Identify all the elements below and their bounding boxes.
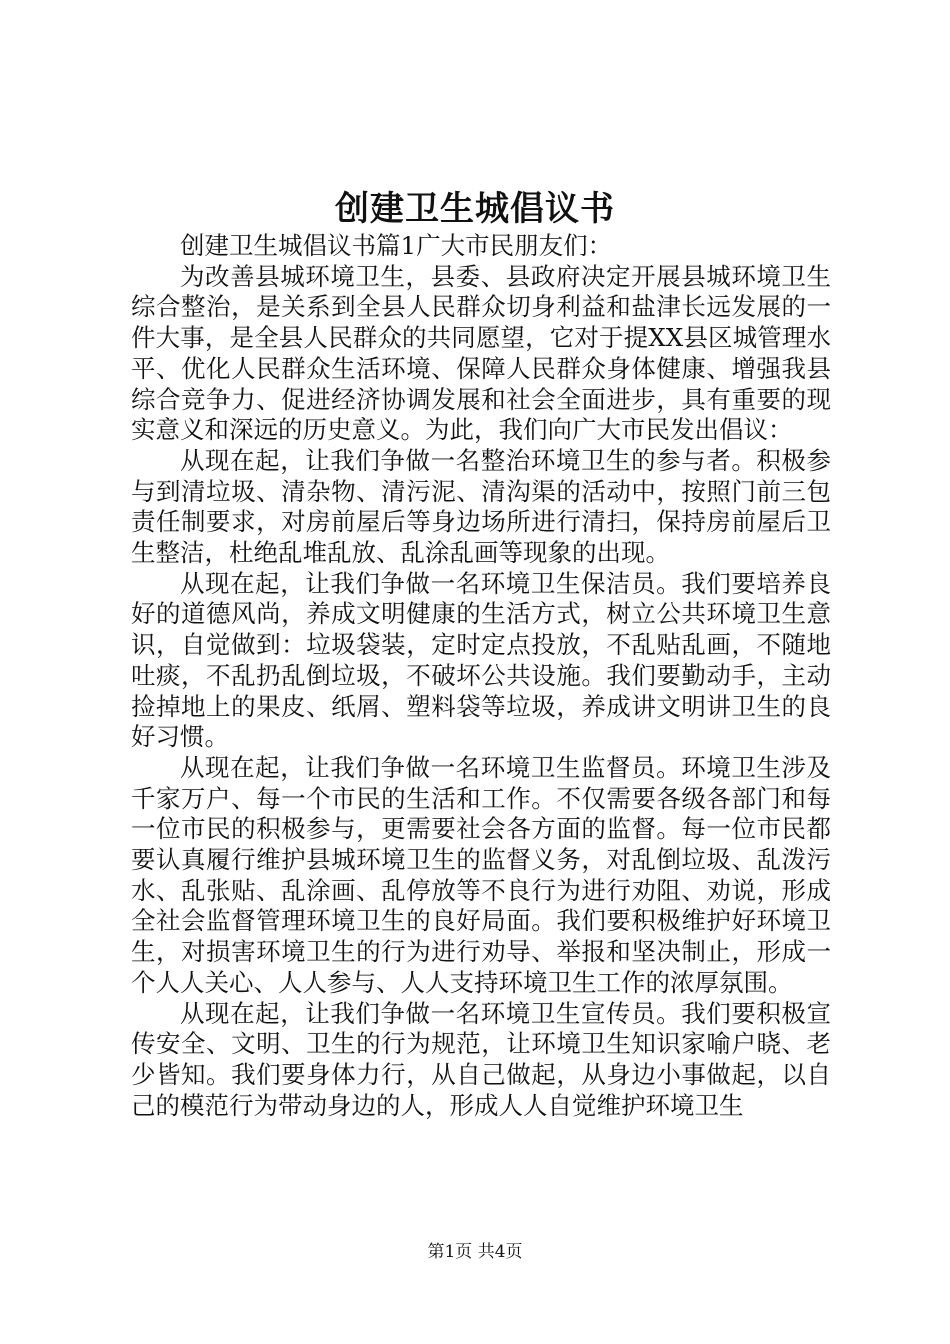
document-title: 创建卫生城倡议书: [335, 189, 615, 229]
supervisor-paragraph: 从现在起，让我们争做一名环境卫生监督员。环境卫生涉及千家万户、每一个市民的生活和工作。不仅需要各级各部门和每一位市民的积极参与，更需要社会各方面的监督。每一位市民都要认真履行维护县城环境卫生的监督义务，对乱倒垃圾、乱泼污水、乱张贴、乱涂画、乱停放等不良行为进行劝阻、劝说，形成全社会监督管理环境卫生的良好局面。我们要积极维护好环境卫生，对损害环境卫生的行为进行劝导、举报和坚决制止，形成一个人人关心、人人参与、人人支持环境卫生工作的浓厚氛围。: [131, 752, 831, 997]
document-body: [131, 231, 831, 1121]
intro-paragraph: 为改善县城环境卫生，县委、县政府决定开展县城环境卫生综合整治，是关系到全县人民群众切身利益和盐津长远发展的一件大事，是全县人民群众的共同愿望，它对于提XX县区城管理水平、优化人民群众生活环境、保障人民群众身体健康、增强我县综合竞争力、促进经济协调发展和社会全面进步，具有重要的现实意义和深远的历史意义。为此，我们向广大市民发出倡议：: [131, 261, 831, 445]
publicist-paragraph: 从现在起，让我们争做一名环境卫生宣传员。我们要积极宣传安全、文明、卫生的行为规范，让环境卫生知识家喻户晓、老少皆知。我们要身体力行，从自己做起，从身边小事做起，以自己的模范行为带动身边的人，形成人人自觉维护环境卫生: [131, 998, 831, 1120]
cleaner-paragraph: 从现在起，让我们争做一名环境卫生保洁员。我们要培养良好的道德风尚，养成文明健康的生活方式，树立公共环境卫生意识，自觉做到：垃圾袋装，定时定点投放，不乱贴乱画，不随地吐痰，不乱扔乱倒垃圾，不破坏公共设施。我们要勤动手，主动捡掉地上的果皮、纸屑、塑料袋等垃圾，养成讲文明讲卫生的良好习惯。: [131, 568, 831, 752]
salutation-paragraph: 创建卫生城倡议书篇1广大市民朋友们：: [180, 231, 613, 260]
page-number-footer: 第1页 共4页: [427, 1242, 523, 1262]
participant-paragraph: 从现在起，让我们争做一名整治环境卫生的参与者。积极参与到清垃圾、清杂物、清污泥、清沟渠的活动中，按照门前三包责任制要求，对房前屋后等身边场所进行清扫，保持房前屋后卫生整洁，杜绝乱堆乱放、乱涂乱画等现象的出现。: [131, 445, 831, 568]
